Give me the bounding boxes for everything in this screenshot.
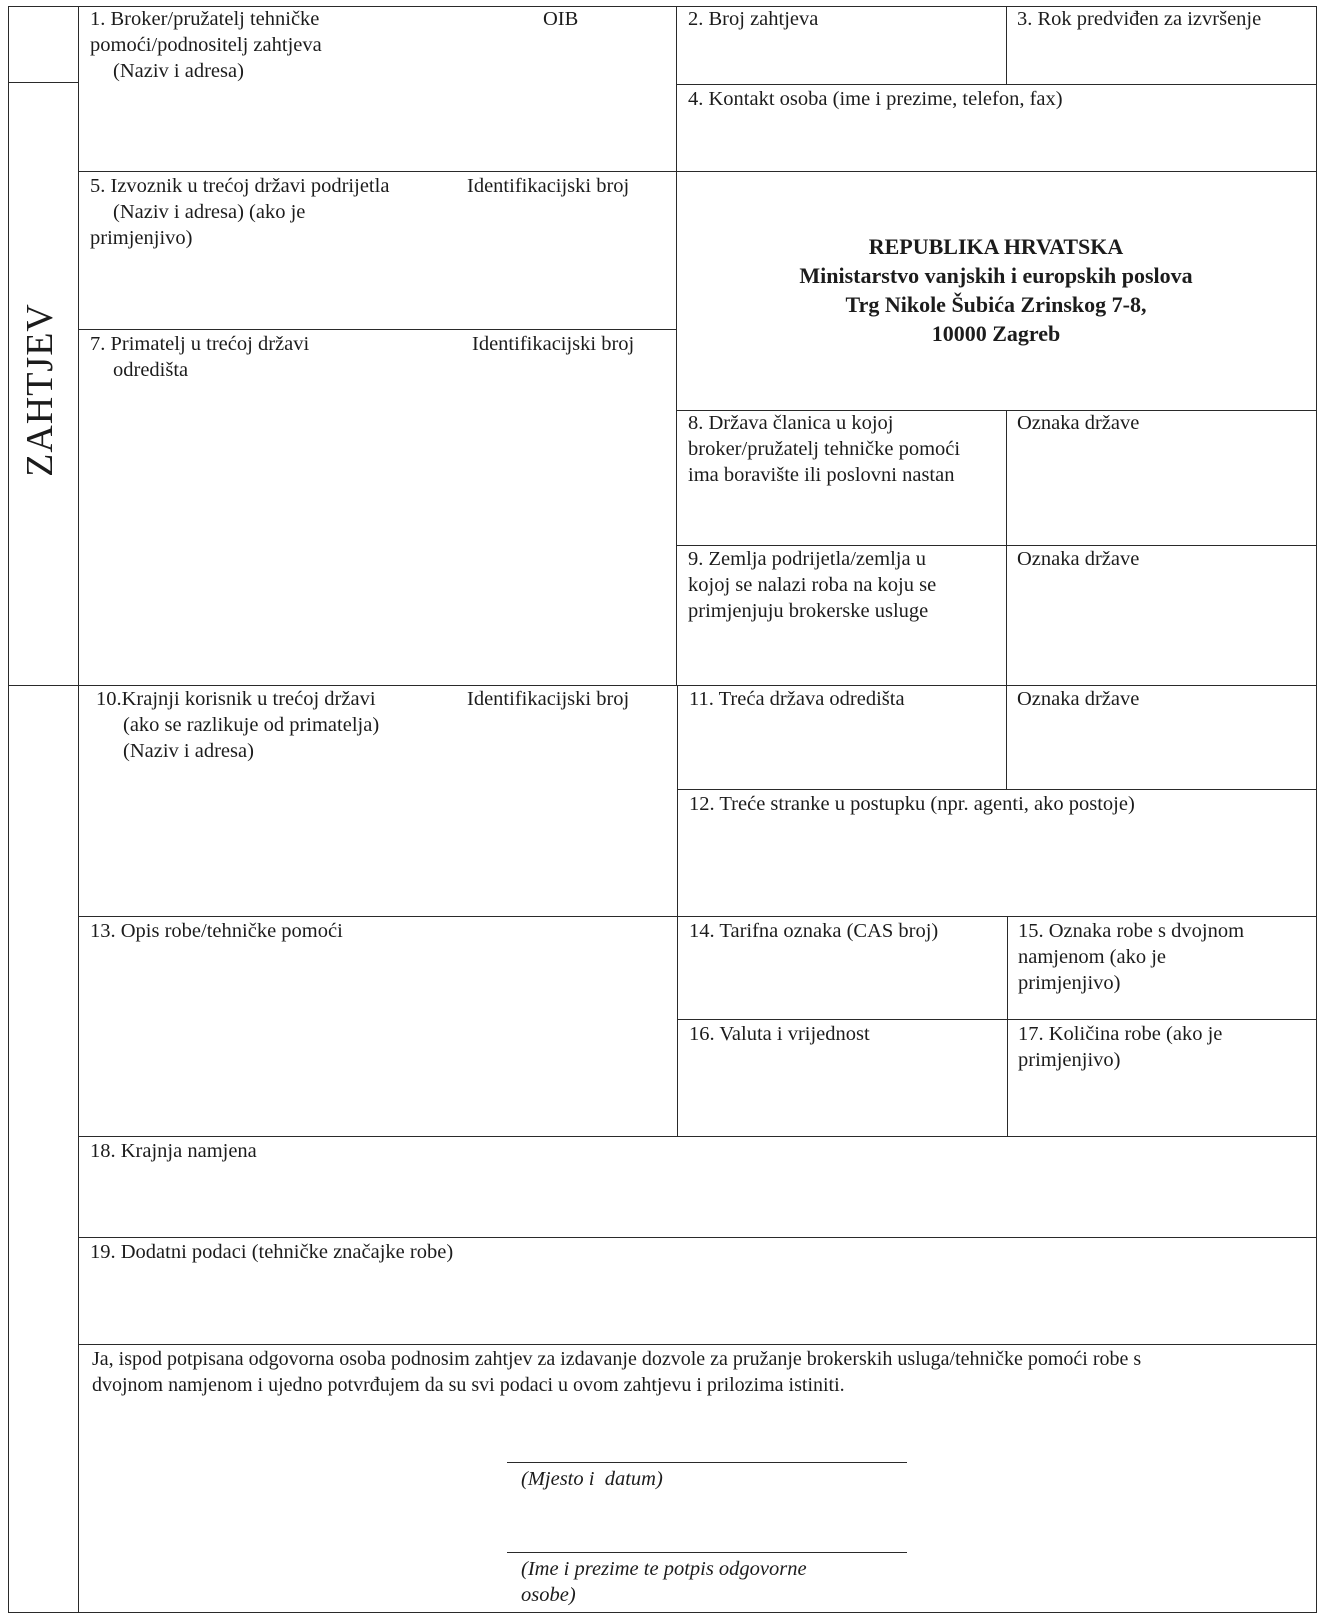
field-5-label-line2: (Naziv i adresa) (ako je xyxy=(113,201,306,223)
field-3-deadline: 3. Rok predviđen za izvršenje xyxy=(1017,8,1262,30)
field-17-label-line1: 17. Količina robe (ako je xyxy=(1018,1023,1223,1045)
field-15-label-line3: primjenjivo) xyxy=(1018,972,1121,994)
signature-line[interactable] xyxy=(507,1552,907,1553)
authority-line4: 10000 Zagreb xyxy=(931,321,1061,346)
line-declaration-top xyxy=(78,1344,1317,1345)
field-10-label-line1: 10.Krajnji korisnik u trećoj državi xyxy=(96,688,376,710)
side-label-text: ZAHTJEV xyxy=(19,303,61,477)
field-10-label-line2: (ako se razlikuje od primatelja) xyxy=(123,714,380,736)
line-f13-top xyxy=(78,916,1317,917)
field-16-currency-value: 16. Valuta i vrijednost xyxy=(689,1023,870,1045)
side-label xyxy=(8,300,72,480)
authority-line3: Trg Nikole Šubića Zrinskog 7-8, xyxy=(845,292,1147,317)
side-divider xyxy=(78,6,79,1613)
field-13-goods-description: 13. Opis robe/tehničke pomoći xyxy=(90,920,343,942)
field-1-label-line2: pomoći/podnositelj zahtjeva xyxy=(90,34,322,56)
authority-line2: Ministarstvo vanjskih i europskih poslova xyxy=(799,263,1193,288)
side-top-line xyxy=(8,82,78,83)
field-8-label-line1: 8. Država članica u kojoj xyxy=(688,412,894,434)
field-8-label-line2: broker/pružatelj tehničke pomoći xyxy=(688,438,961,460)
field-8-code-label: Oznaka države xyxy=(1017,412,1140,434)
field-1-label-line3: (Naziv i adresa) xyxy=(113,60,244,82)
field-7-id-label: Identifikacijski broj xyxy=(472,333,635,355)
center-divider-mid xyxy=(677,686,678,1136)
side-bottom-line xyxy=(8,685,78,686)
field-19-additional-data: 19. Dodatni podaci (tehničke značajke robe) xyxy=(90,1241,454,1263)
field-5-label-line1: 5. Izvoznik u trećoj državi podrijetla xyxy=(90,175,390,197)
line-f12-top xyxy=(677,789,1317,790)
line-f5-top xyxy=(78,171,1317,172)
field-1-oib-label: OIB xyxy=(543,8,579,30)
right-divider-2 xyxy=(1006,410,1007,790)
field-7-label-line2: odredišta xyxy=(113,359,189,381)
field-10-id-label: Identifikacijski broj xyxy=(467,688,630,710)
field-5-id-label: Identifikacijski broj xyxy=(467,175,630,197)
field-17-label-line2: primjenjivo) xyxy=(1018,1049,1121,1071)
field-10-label-line3: (Naziv i adresa) xyxy=(123,740,254,762)
right-divider-3 xyxy=(1007,916,1008,1136)
right-divider-1 xyxy=(1006,6,1007,84)
field-2-request-number: 2. Broj zahtjeva xyxy=(688,8,819,30)
field-1-label-line1: 1. Broker/pružatelj tehničke xyxy=(90,8,320,30)
line-f18-top xyxy=(78,1136,1317,1137)
field-9-code-label: Oznaka države xyxy=(1017,548,1140,570)
field-9-label-line3: primjenjuju brokerske usluge xyxy=(688,600,929,622)
field-15-label-line2: namjenom (ako je xyxy=(1018,946,1167,968)
field-15-label-line1: 15. Oznaka robe s dvojnom xyxy=(1018,920,1245,942)
line-f4-top xyxy=(676,84,1317,85)
field-18-end-use: 18. Krajnja namjena xyxy=(90,1140,257,1162)
frame-right xyxy=(1316,6,1317,1613)
signature-label-line1: (Ime i prezime te potpis odgovorne xyxy=(521,1558,807,1580)
declaration-line2: dvojnom namjenom i ujedno potvrđujem da su svi podaci u ovom zahtjevu i prilozima istiniti. xyxy=(92,1374,845,1396)
signature-label-line2: osobe) xyxy=(521,1584,576,1606)
line-f19-top xyxy=(78,1237,1317,1238)
field-12-third-parties: 12. Treće stranke u postupku (npr. agenti, ako postoje) xyxy=(689,793,1135,815)
declaration-line1: Ja, ispod potpisana odgovorna osoba podnosim zahtjev za izdavanje dozvole za pružanje brokerskih usluga/tehničke pomoći robe s xyxy=(92,1348,1142,1370)
authority-line1: REPUBLIKA HRVATSKA xyxy=(868,234,1124,259)
field-9-label-line2: kojoj se nalazi roba na koju se xyxy=(688,574,937,596)
place-date-label: (Mjesto i datum) xyxy=(521,1468,663,1490)
field-11-destination-country: 11. Treća država odredišta xyxy=(689,688,905,710)
line-f7-top xyxy=(78,329,676,330)
frame-left xyxy=(8,6,9,1613)
line-f16-top xyxy=(677,1019,1317,1020)
field-14-tariff-code: 14. Tarifna oznaka (CAS broj) xyxy=(689,920,939,942)
frame-bottom xyxy=(8,1612,1317,1613)
place-date-line[interactable] xyxy=(507,1462,907,1463)
field-7-label-line1: 7. Primatelj u trećoj državi xyxy=(90,333,310,355)
field-8-label-line3: ima boravište ili poslovni nastan xyxy=(688,464,955,486)
field-9-label-line1: 9. Zemlja podrijetla/zemlja u xyxy=(688,548,926,570)
field-5-label-line3: primjenjivo) xyxy=(90,227,193,249)
field-11-code-label: Oznaka države xyxy=(1017,688,1140,710)
field-4-contact-person: 4. Kontakt osoba (ime i prezime, telefon, fax) xyxy=(688,88,1063,110)
